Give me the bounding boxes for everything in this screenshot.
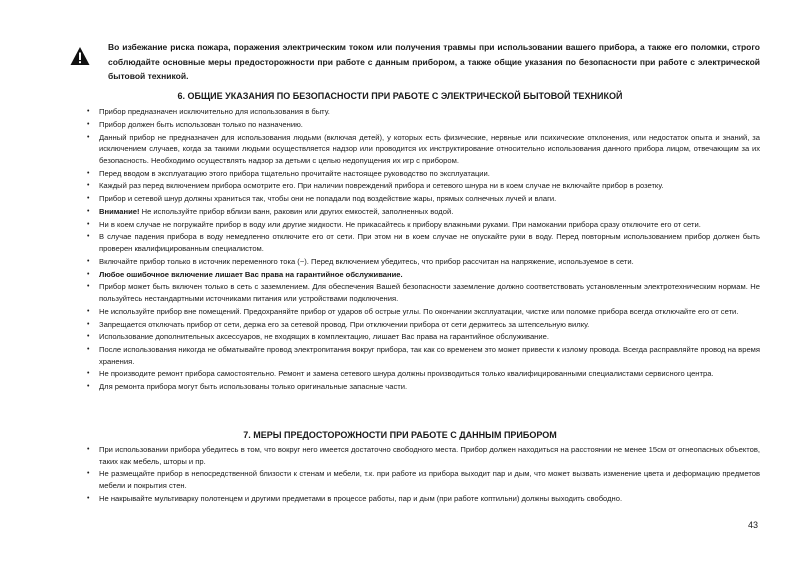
list-item-text: Прибор предназначен исключительно для использования в быту. (99, 107, 330, 116)
bullet-icon: • (87, 182, 90, 190)
bullet-icon: • (87, 446, 90, 453)
list-item-text: При использовании прибора убедитесь в том, что вокруг него имеется достаточно свободного места. Прибор должен находиться на расстоянии не менее 15см от огнеопасных объектов, таких как мебель, шторы и пр. (99, 445, 760, 466)
list-item (87, 168, 760, 180)
list-item (87, 468, 760, 491)
list-item (87, 306, 760, 318)
list-item (87, 206, 760, 218)
bullet-icon: • (87, 333, 90, 341)
list-item-text: Не используйте прибор вне помещений. Предохраняйте прибор от ударов об острые углы. По окончании эксплуатации, чистке или поломке прибора всегда отключайте его от сети. (99, 306, 739, 316)
list-item (87, 281, 760, 304)
list-item-text: Каждый раз перед включением прибора осмотрите его. При наличии повреждений прибора и сетевого шнура ни в коем случае не включайте прибор в розетку. (99, 181, 664, 191)
section-7-title: 7. МЕРЫ ПРЕДОСТОРОЖНОСТИ ПРИ РАБОТЕ С ДАННЫМ ПРИБОРОМ (243, 430, 557, 440)
list-item-text: Ни в коем случае не погружайте прибор в воду или другие жидкости. Не прикасайтесь к прибору влажными руками. При намокании прибора сразу отключите его от сети. (99, 219, 701, 229)
list-item (87, 219, 760, 231)
bullet-icon: • (87, 320, 90, 328)
list-item-text: Не производите ремонт прибора самостоятельно. Ремонт и замена сетевого шнура должны производиться только квалифицированными специалистами сервисного центра. (99, 369, 714, 379)
bullet-icon: • (87, 307, 90, 315)
section-6-title: 6. ОБЩИЕ УКАЗАНИЯ ПО БЕЗОПАСНОСТИ ПРИ РАБОТЕ С ЭЛЕКТРИЧЕСКОЙ БЫТОВОЙ ТЕХНИКОЙ (177, 91, 623, 101)
list-item (87, 344, 760, 367)
bullet-icon: • (87, 120, 90, 128)
bullet-icon: • (87, 370, 90, 378)
bullet-icon: • (87, 133, 90, 141)
bullet-icon: • (87, 233, 90, 241)
list-item-text: Прибор и сетевой шнур должны храниться так, чтобы они не попадали под воздействие жары, прямых солнечных лучей и влаги. (99, 194, 557, 204)
list-item-text: Не накрывайте мультиварку полотенцем и другими предметами в процессе работы, пар и дым (при работе коптильни) должны выходить свободно. (99, 493, 623, 503)
section-6-list (87, 106, 760, 394)
bullet-icon: • (87, 169, 90, 177)
bullet-icon: • (87, 494, 90, 502)
list-item-text: Прибор может быть включен только в сеть с заземлением. Для обеспечения Вашей безопасности заземление должно соответствовать установленным электротехническим нормам. Не пользуйтесь нестандартными источниками питания или устройствами подключения. (99, 282, 760, 303)
bullet-icon: • (87, 270, 90, 278)
bullet-icon: • (87, 383, 90, 391)
warning-text: Во избежание риска пожара, поражения электрическим током или получения травмы при использовании вашего прибора, а также его поломки, строго соблюдайте основные меры предосторожности при работе с данным прибором, а также общие указания по безопасности при работе с электрической бытовой техникой. (108, 42, 760, 81)
list-item-text: Прибор должен быть использован только по назначению. (99, 119, 303, 129)
list-item-text: После использования никогда не обматывайте провод электропитания вокруг прибора, так как со временем это может привести к излому провода. Всегда расправляйте провод на время хранения. (99, 345, 760, 366)
list-item-text: Использование дополнительных аксессуаров, не входящих в комплектацию, лишает Вас права на гарантийное обслуживание. (99, 332, 549, 342)
section-7-list (87, 444, 760, 506)
list-item (87, 269, 760, 281)
list-item-emphasis: Любое ошибочное включение лишает Вас права на гарантийное обслуживание. (99, 269, 403, 279)
list-item (87, 132, 760, 167)
bullet-icon: • (87, 283, 90, 291)
list-item (87, 381, 760, 393)
list-item-text: Не размещайте прибор в непосредственной близости к стенам и мебели, т.к. при работе из прибора выходит пар и дым, что может вызвать изменение цвета и деформацию предметов мебели и покрытия стен. (99, 469, 760, 490)
list-item (87, 493, 760, 505)
bullet-icon: • (87, 108, 90, 115)
list-item-emphasis: Внимание! (99, 206, 140, 216)
list-item (87, 119, 760, 131)
list-item-text: Запрещается отключать прибор от сети, держа его за сетевой провод. При отключении прибора от сети держитесь за штепсельную вилку. (99, 319, 590, 329)
list-item (87, 331, 760, 343)
list-item (87, 106, 760, 118)
list-item-text: Не используйте прибор вблизи ванн, раковин или других емкостей, заполненных водой. (139, 206, 454, 216)
list-item (87, 193, 760, 205)
list-item (87, 231, 760, 254)
bullet-icon: • (87, 257, 90, 265)
list-item (87, 444, 760, 467)
list-item (87, 256, 760, 268)
list-item (87, 180, 760, 192)
list-item (87, 319, 760, 331)
list-item-text: Перед вводом в эксплуатацию этого прибора тщательно прочитайте настоящее руководство по эксплуатации. (99, 168, 490, 178)
list-item-text: Для ремонта прибора могут быть использованы только оригинальные запасные части. (99, 382, 408, 392)
list-item-text: Данный прибор не предназначен для использования людьми (включая детей), у которых есть физические, нервные или психические отклонения, или недостаток опыта и знаний, за исключением случаев, когда за такими людьми осуществляется надзор или проводится их инструктирование относительно использования данного прибора лицом, отвечающим за их безопасность. Необходимо осуществлять надзор за детьми с целью недопущения их игр с прибором. (99, 132, 760, 165)
bullet-icon: • (87, 207, 90, 215)
bullet-icon: • (87, 220, 90, 228)
bullet-icon: • (87, 470, 90, 478)
bullet-icon: • (87, 195, 90, 203)
list-item-text: Включайте прибор только в источник переменного тока (~). Перед включением убедитесь, что прибор рассчитан на напряжение, используемое в сети. (99, 256, 634, 266)
warning-triangle-icon (70, 46, 90, 66)
bullet-icon: • (87, 346, 90, 354)
page-number: 43 (747, 520, 758, 530)
list-item-text: В случае падения прибора в воду немедленно отключите его от сети. При этом ни в коем случае не опускайте руки в воду. Перед повторным использованием прибор должен быть проверен квалифицированным специалистом. (99, 232, 760, 254)
list-item (87, 368, 760, 380)
